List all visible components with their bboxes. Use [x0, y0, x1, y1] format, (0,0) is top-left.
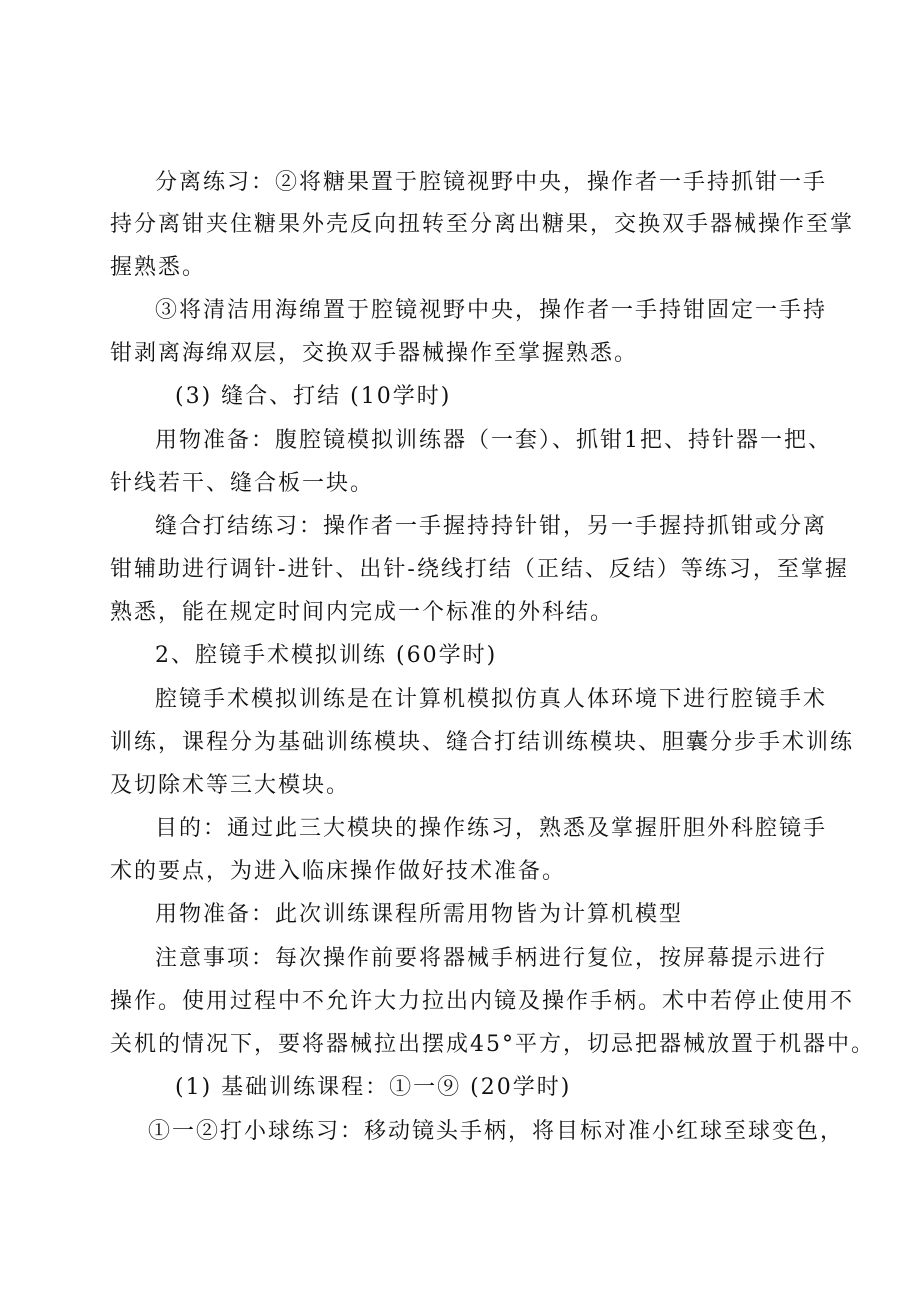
paragraph-line: 术的要点，为进入临床操作做好技术准备。	[110, 859, 567, 884]
paragraph-line: 腔镜手术模拟训练是在计算机模拟仿真人体环境下进行腔镜手术	[155, 687, 828, 712]
paragraph-line: 关机的情况下，要将器械拉出摆成45°平方，切忌把器械放置于机器中。	[110, 1032, 875, 1057]
paragraph-line: ①一②打小球练习：移动镜头手柄，将目标对准小红球至球变色，	[148, 1119, 845, 1144]
paragraph-line: 针线若干、缝合板一块。	[110, 471, 375, 496]
paragraph-line: 用物准备：腹腔镜模拟训练器（一套）、抓钳1把、持针器一把、	[155, 428, 832, 453]
section-heading: (1) 基础训练课程：①一⑨ (20学时)	[175, 1075, 572, 1100]
paragraph-line: 钳辅助进行调针-进针、出针-绕线打结（正结、反结）等练习，至掌握	[110, 557, 849, 582]
section-heading: 2、腔镜手术模拟训练 (60学时)	[155, 643, 498, 668]
paragraph-line: 持分离钳夹住糖果外壳反向扭转至分离出糖果，交换双手器械操作至掌	[110, 212, 855, 237]
paragraph-line: 操作。使用过程中不允许大力拉出内镜及操作手柄。术中若停止使用不	[110, 989, 855, 1014]
section-heading: (3) 缝合、打结 (10学时)	[175, 384, 452, 409]
paragraph-line: ③将清洁用海绵置于腔镜视野中央，操作者一手持钳固定一手持	[155, 298, 828, 323]
paragraph-line: 握熟悉。	[110, 255, 207, 280]
paragraph-line: 训练，课程分为基础训练模块、缝合打结训练模块、胆囊分步手术训练	[110, 730, 855, 755]
paragraph-line: 用物准备：此次训练课程所需用物皆为计算机模型	[155, 902, 684, 927]
paragraph-line: 钳剥离海绵双层，交换双手器械操作至掌握熟悉。	[110, 341, 639, 366]
paragraph-line: 注意事项：每次操作前要将器械手柄进行复位，按屏幕提示进行	[155, 946, 828, 971]
paragraph-line: 缝合打结练习：操作者一手握持持针钳，另一手握持抓钳或分离	[155, 514, 828, 539]
paragraph-line: 目的：通过此三大模块的操作练习，熟悉及掌握肝胆外科腔镜手	[155, 816, 828, 841]
paragraph-line: 熟悉，能在规定时间内完成一个标准的外科结。	[110, 600, 615, 625]
paragraph-line: 及切除术等三大模块。	[110, 773, 351, 798]
paragraph-line: 分离练习：②将糖果置于腔镜视野中央，操作者一手持抓钳一手	[155, 170, 828, 195]
